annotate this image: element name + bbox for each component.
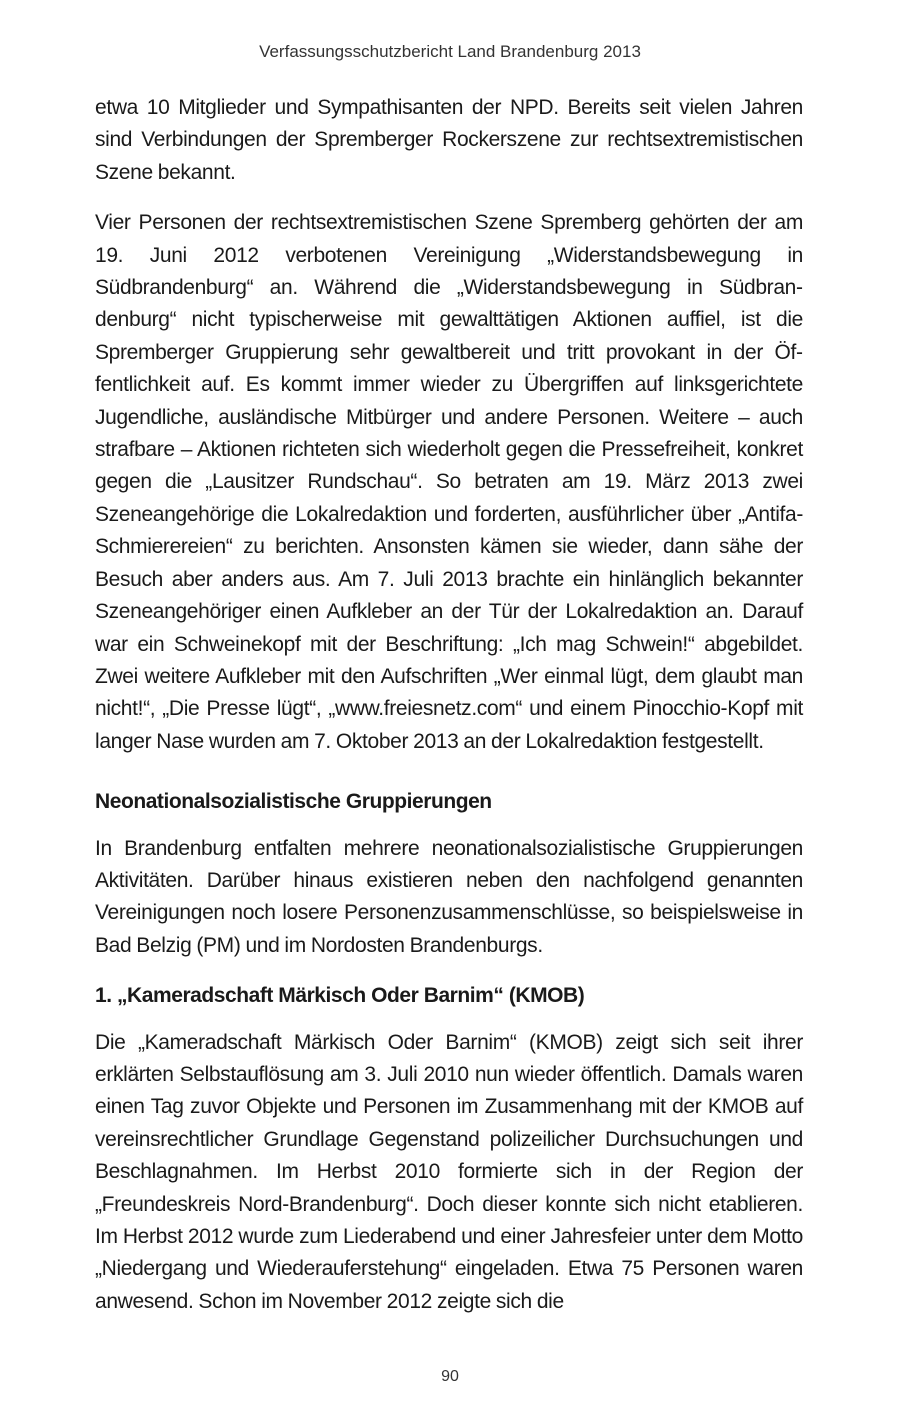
page-number: 90 <box>441 1368 459 1385</box>
paragraph-npd-members: etwa 10 Mitglieder und Sympathisanten der NPD. Bereits seit vielen Jahren sind Verbindungen der Spremberger Rockerszene zur rechtsextremistischen Szene bekannt. <box>95 96 803 184</box>
paragraph-kmob: Die „Kameradschaft Märkisch Oder Barnim“ (KMOB) zeigt sich seit ihrer erklärten Selbstauflösung am 3. Juli 2010 nun wieder öffentlich. Damals waren einen Tag zuvor Objekte und Personen im Zusammenhang mit der KMOB auf vereinsrechtlicher Grundlage Gegenstand polizeilicher Durchsuchungen und Beschlagnahmen. Im Herbst 2010 formierte sich in der Region der „Freundeskreis Nord-Brandenburg“. Doch dieser konnte sich nicht etablieren. Im Herbst 2012 wurde zum Liederabend und einer Jahresfeier unter dem Motto „Niedergang und Wiederauferstehung“ eingeladen. Etwa 75 Personen waren anwesend. Schon im November 2012 zeigte sich die <box>95 1030 803 1313</box>
paragraph-neonazi-groups: In Brandenburg entfalten mehrere neonationalsozialistische Gruppierungen Aktivitäten. Darüber hinaus existieren neben den nachfolgend genannten Vereinigungen noch losere Personenzusammenschlüsse, so beispielsweise in Bad Belzig (PM) und im Nordosten Brandenburgs. <box>95 836 803 957</box>
section-heading-neonazi-groups: Neonationalsozialistische Gruppierungen <box>95 790 492 814</box>
running-header: Verfassungsschutzbericht Land Brandenburg 2013 <box>259 42 641 61</box>
paragraph-spremberg-scene: Vier Personen der rechtsextremistischen Szene Spremberg gehörten der am 19. Juni 2012 verbotenen Vereinigung „Widerstandsbewegung in Südbrandenburg“ an. Während die „Widerstandsbewegung in Südbrandenburg“ nicht typischerweise mit gewalttätigen Aktionen auffiel, ist die Spremberger Gruppierung sehr gewaltbereit und tritt provokant in der Öffentlichkeit auf. Es kommt immer wieder zu Übergriffen auf linksgerichtete Jugendliche, ausländische Mitbürger und andere Personen. Weitere – auch strafbare – Aktionen richteten sich wiederholt gegen die Pressefreiheit, konkret gegen die „Lausitzer Rundschau“. So betraten am 19. März 2013 zwei Szeneangehörige die Lokalredaktion und forderten, ausführlicher über „Antifa-Schmierereien“ zu berichten. Ansonsten kämen sie wieder, dann sähe der Besuch aber anders aus. Am 7. Juli 2013 brachte ein hinlänglich bekannter Szeneangehöriger einen Aufkleber an der Tür der Lokalredaktion an. Darauf war ein Schweinekopf mit der Beschriftung: „Ich mag Schwein!“ abgebildet. Zwei weitere Aufkleber mit den Aufschriften „Wer einmal lügt, dem glaubt man nicht!“, „Die Presse lügt“, „www.freiesnetz.com“ und einem Pinocchio-Kopf mit langer Nase wurden am 7. Oktober 2013 an der Lokalredaktion festgestellt. <box>95 211 803 753</box>
subsection-heading-kmob: 1. „Kameradschaft Märkisch Oder Barnim“ (KMOB) <box>95 984 585 1008</box>
main-content <box>95 92 803 1336</box>
